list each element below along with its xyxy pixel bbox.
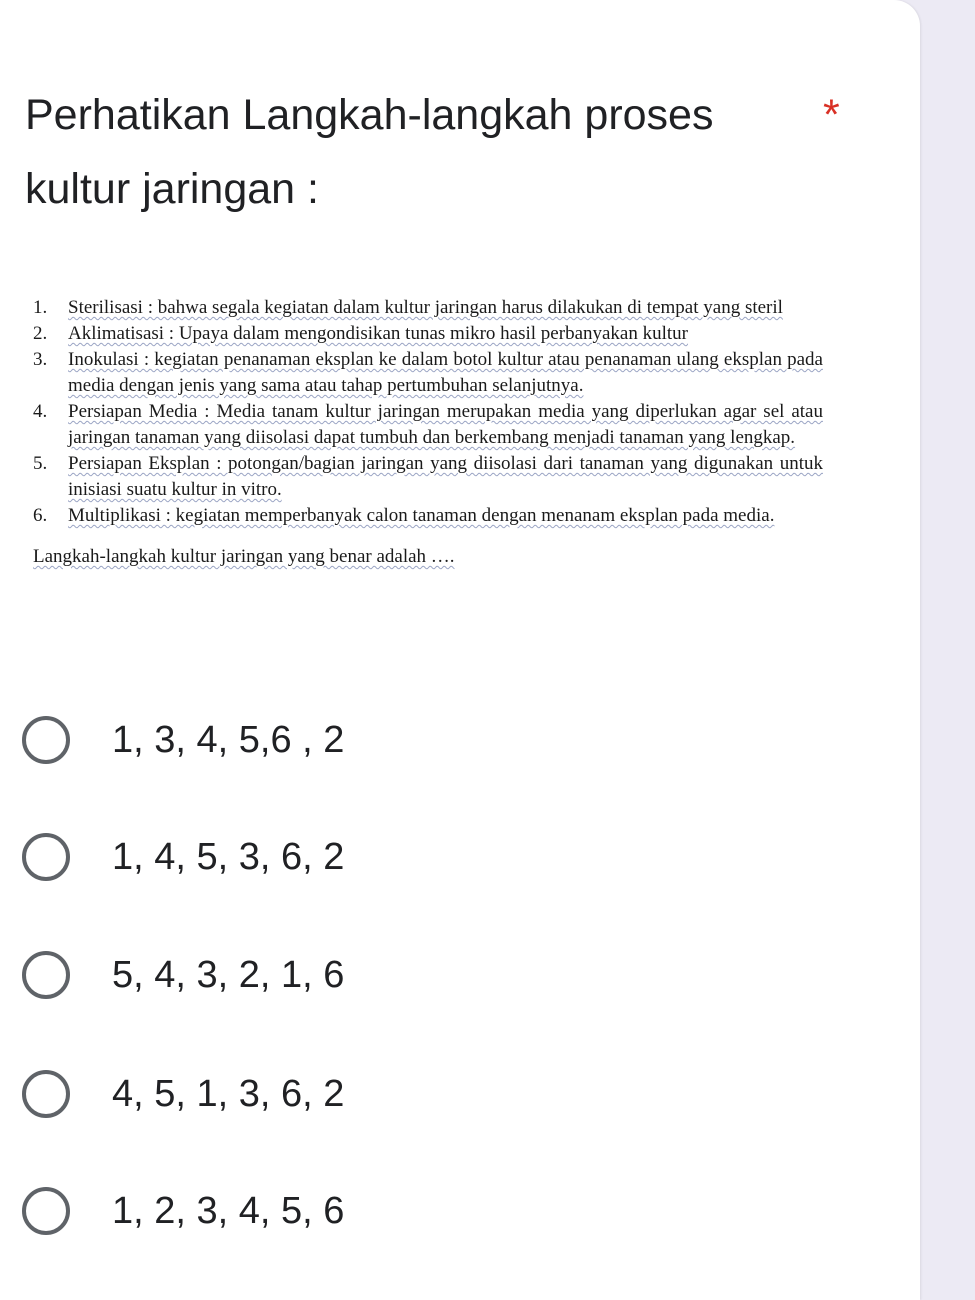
option-label[interactable]: 1, 3, 4, 5,6 , 2 <box>112 718 345 761</box>
step-text: Multiplikasi : kegiatan memperbanyak calon tanaman dengan menanam eksplan pada media. <box>68 505 775 526</box>
step-text: Persiapan Eksplan : potongan/bagian jaringan yang diisolasi dari tanaman yang digunakan untuk inisiasi suatu kultur in vitro. <box>68 453 823 500</box>
option-label[interactable]: 4, 5, 1, 3, 6, 2 <box>112 1072 345 1115</box>
step-item <box>33 295 823 321</box>
step-number: 1. <box>33 297 48 318</box>
option-3[interactable] <box>22 945 344 1005</box>
radio-button[interactable] <box>22 833 70 881</box>
option-1[interactable] <box>22 710 344 770</box>
step-item <box>33 321 823 347</box>
step-item <box>33 503 823 529</box>
question-image <box>33 295 823 570</box>
step-number: 5. <box>33 453 48 474</box>
step-number: 3. <box>33 349 48 370</box>
step-text: Inokulasi : kegiatan penanaman eksplan ke dalam botol kultur atau penanaman ulang eksplan pada media dengan jenis yang sama atau tahap pertumbuhan selanjutnya. <box>68 349 823 396</box>
step-item <box>33 347 823 399</box>
question-title: Perhatikan Langkah-langkah proses kultur jaringan : <box>25 91 714 213</box>
option-2[interactable] <box>22 827 344 887</box>
option-label[interactable]: 1, 2, 3, 4, 5, 6 <box>112 1189 345 1232</box>
radio-button[interactable] <box>22 951 70 999</box>
step-text: Aklimatisasi : Upaya dalam mengondisikan tunas mikro hasil perbanyakan kultur <box>68 323 689 344</box>
steps-list <box>33 295 823 529</box>
question-prompt: Langkah-langkah kultur jaringan yang benar adalah …. <box>33 546 455 567</box>
required-asterisk: * <box>823 91 840 139</box>
step-text: Persiapan Media : Media tanam kultur jaringan merupakan media yang diperlukan agar sel atau jaringan tanaman yang diisolasi dapat tumbuh dan berkembang menjadi tanaman yang lengkap. <box>68 401 823 448</box>
step-item <box>33 399 823 451</box>
option-4[interactable] <box>22 1064 344 1124</box>
radio-button[interactable] <box>22 1070 70 1118</box>
step-number: 2. <box>33 323 48 344</box>
step-number: 4. <box>33 401 48 422</box>
option-label[interactable]: 5, 4, 3, 2, 1, 6 <box>112 953 345 996</box>
radio-button[interactable] <box>22 1187 70 1235</box>
step-text: Sterilisasi : bahwa segala kegiatan dalam kultur jaringan harus dilakukan di tempat yang steril <box>68 297 783 318</box>
radio-button[interactable] <box>22 716 70 764</box>
step-item <box>33 451 823 503</box>
option-5[interactable] <box>22 1181 344 1241</box>
option-label[interactable]: 1, 4, 5, 3, 6, 2 <box>112 835 345 878</box>
step-number: 6. <box>33 505 48 526</box>
